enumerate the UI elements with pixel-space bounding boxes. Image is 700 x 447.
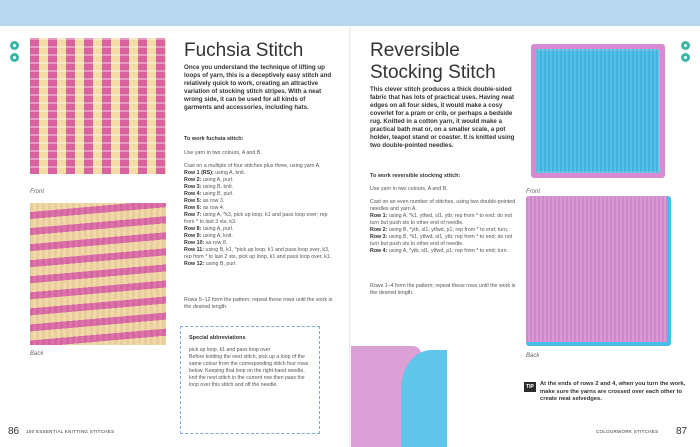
repeat-note: Rows 5–12 form the pattern; repeat these rows until the work is the desired length. bbox=[184, 297, 333, 310]
row-label: Row 9: bbox=[184, 233, 202, 239]
tab-dot-icon bbox=[10, 53, 19, 62]
abbreviation-term: pick up loop, k1 and pass loop over bbox=[189, 347, 271, 353]
row-instruction bbox=[370, 248, 520, 255]
row-text: using A, *k3, pick up loop, k1 and pass loop over; rep from * to last 3 sts, k3. bbox=[184, 212, 328, 225]
row-instruction bbox=[184, 184, 334, 191]
title-line-1: Reversible bbox=[370, 40, 460, 61]
row-label: Row 2: bbox=[184, 177, 202, 183]
tab-dot-icon bbox=[681, 53, 690, 62]
row-text: using A, *k1, ytfwd, sl1, ytb; rep from * to end; do not turn but push sts to other end of needle. bbox=[370, 213, 512, 226]
row-instructions bbox=[370, 199, 520, 255]
title-line-2: Stocking Stitch bbox=[370, 62, 496, 83]
intro-paragraph: This clever stitch produces a thick double-sided fabric that has lots of practical uses. Having neat edges on all four sides, it would make a cosy coverlet for a pram or crib, or perhaps a bedside rug. Knitted in a cotton yarn, it would make a practical bath mat or, on a smaller scale, a pot holder, teapot stand or coaster. It is knitted using two double-pointed needles. bbox=[370, 86, 515, 149]
row-label: Row 1 (RS): bbox=[184, 170, 214, 176]
front-caption: Front bbox=[526, 189, 541, 195]
row-label: Row 11: bbox=[184, 247, 205, 253]
row-text: using B, purl. bbox=[204, 261, 237, 267]
front-caption: Front bbox=[30, 189, 45, 195]
curled-swatch-image bbox=[351, 346, 447, 447]
row-instruction bbox=[370, 227, 520, 234]
running-title: COLOURWORK STITCHES bbox=[596, 429, 659, 434]
row-label: Row 5: bbox=[184, 198, 202, 204]
row-instruction bbox=[184, 226, 334, 233]
page-title: Fuchsia Stitch bbox=[184, 40, 304, 61]
intro-paragraph: Once you understand the technique of lifting up loops of yarn, this is a deceptively easy stitch and relatively quick to work, creating an attractive variation of stocking stitch stripes. With a neat wrong side, it can be used for all kinds of garments and accessories, including hats. bbox=[184, 64, 332, 111]
row-instruction bbox=[184, 261, 334, 268]
rows-list bbox=[184, 170, 334, 268]
row-text: using B, knit. bbox=[201, 184, 234, 190]
curl-blue-side bbox=[401, 350, 447, 447]
row-text: using A, knit. bbox=[201, 233, 233, 239]
yarn-note: Use yarn in two colours, A and B. bbox=[370, 186, 448, 192]
row-instruction bbox=[184, 177, 334, 184]
fuchsia-back-swatch-image bbox=[30, 203, 166, 345]
tab-dot-icon bbox=[10, 41, 19, 50]
row-instruction bbox=[184, 247, 334, 261]
row-text: using B, k1, *pick up loop, k1 and pass loop over, k3, rep from * to last 2 sts, pick up loop, k1 and pass loop over, k1. bbox=[184, 247, 332, 260]
row-instruction bbox=[370, 213, 520, 227]
row-instructions bbox=[184, 163, 334, 268]
abbreviation-definition: Before knitting the next stitch, pick up a loop of the same colour from the corresponding stitch four rows below. Keeping that loop on the right-hand needle, knit the next stitch in the current row then pass the loop over this stitch and off the needle. bbox=[189, 354, 309, 388]
row-label: Row 10: bbox=[184, 240, 205, 246]
special-abbreviations-box bbox=[180, 326, 320, 434]
row-instruction bbox=[184, 240, 334, 247]
row-label: Row 3: bbox=[370, 234, 388, 240]
row-label: Row 3: bbox=[184, 184, 202, 190]
row-instruction bbox=[184, 191, 334, 198]
page-title bbox=[370, 40, 496, 84]
tip-text: At the ends of rows 2 and 4, when you turn the work, make sure the yarns are crossed over each other to create neat selvedges. bbox=[540, 381, 686, 402]
left-tab-markers bbox=[10, 38, 22, 62]
top-color-band bbox=[0, 0, 700, 26]
row-instruction bbox=[184, 205, 334, 212]
row-text: using B, purl. bbox=[201, 191, 234, 197]
yarn-note: Use yarn in two colours, A and B. bbox=[184, 150, 262, 156]
row-instruction bbox=[184, 212, 334, 226]
row-text: using A, *ytb, sl1, ytfwd, p1; rep from * to end; turn. bbox=[387, 248, 509, 254]
instructions-heading: To work fuchsia stitch: bbox=[184, 136, 244, 142]
row-label: Row 4: bbox=[370, 248, 388, 254]
abbreviations-title: Special abbreviations bbox=[189, 335, 246, 341]
row-text: using A, purl. bbox=[201, 177, 234, 183]
instructions-heading: To work reversible stocking stitch: bbox=[370, 173, 461, 179]
row-label: Row 6: bbox=[184, 205, 202, 211]
row-label: Row 12: bbox=[184, 261, 205, 267]
row-instruction bbox=[184, 170, 334, 177]
row-label: Row 8: bbox=[184, 226, 202, 232]
row-label: Row 2: bbox=[370, 227, 388, 233]
row-text: using B, *ytb, sl1, ytfwd, p1; rep from * to end; turn. bbox=[387, 227, 509, 233]
back-caption: Back bbox=[526, 353, 540, 359]
reversible-back-swatch-image bbox=[526, 196, 671, 346]
cast-on-text: Cast on an even number of stitches, using two double-pointed needles and yarn A. bbox=[370, 199, 516, 212]
tab-dot-icon bbox=[681, 41, 690, 50]
row-text: using B, *k1, ytfwd, sl1, ytb; rep from * to end; do not turn but push sts to other end of needle. bbox=[370, 234, 513, 247]
row-text: as row 3. bbox=[201, 198, 225, 204]
row-instruction bbox=[184, 198, 334, 205]
fuchsia-front-swatch-image bbox=[30, 38, 166, 174]
rows-list bbox=[370, 213, 520, 255]
back-caption: Back bbox=[30, 351, 44, 357]
page-number: 86 bbox=[8, 426, 20, 437]
row-text: using A, purl. bbox=[201, 226, 234, 232]
right-tab-markers bbox=[681, 38, 693, 62]
row-label: Row 7: bbox=[184, 212, 202, 218]
row-label: Row 1: bbox=[370, 213, 388, 219]
running-title: 100 ESSENTIAL KNITTING STITCHES bbox=[26, 429, 115, 434]
tip-badge: TIP bbox=[524, 382, 536, 392]
reversible-front-swatch-image bbox=[531, 44, 665, 178]
row-text: as row 4. bbox=[201, 205, 225, 211]
repeat-note: Rows 1–4 form the pattern; repeat these rows until the work is the desired length. bbox=[370, 283, 516, 296]
page-number: 87 bbox=[676, 426, 688, 437]
row-text: as row 8. bbox=[204, 240, 228, 246]
row-label: Row 4: bbox=[184, 191, 202, 197]
row-instruction bbox=[370, 234, 520, 248]
row-text: using A, knit. bbox=[213, 170, 246, 176]
row-instruction bbox=[184, 233, 334, 240]
cast-on-text: Cast on a multiple of four stitches plus three, using yarn A. bbox=[184, 163, 321, 169]
